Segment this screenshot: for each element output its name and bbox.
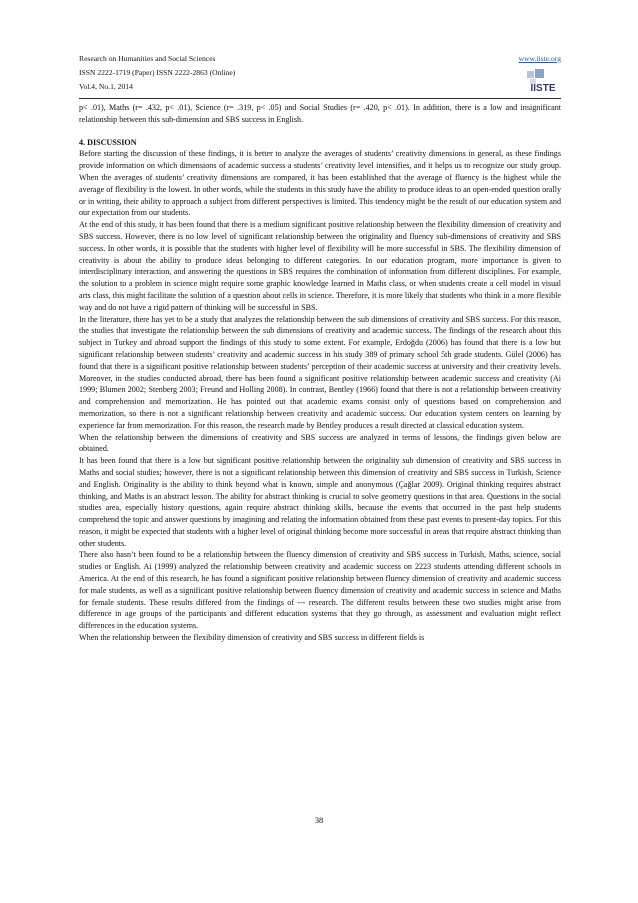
body-paragraph: It has been found that there is a low but significant positive relationship between the originality sub dimension of creativity and SBS success in Maths and social studies; however, there is not a significant relationship between this dimension of creativity and SBS success in Turkish, Science and English. Originality is the ability to think beyond what is known, simple and anonymous (Çağlar 2009). Original thinking requires abstract thinking, and Maths is an abstract lesson. The ability for abstract thinking is crucial to solve geometry questions in that area. Questions in the social studies area, especially history questions, again require abstract thinking skills, because the events that occurred in the past help students comprehend the topic and answer questions by imagining and relating the information obtained from these past events to present-day topics. For this reason, it might be expected that students with a higher level of original thinking become more successful in areas that require abstract thinking than other students. — [79, 456, 561, 548]
journal-url-link[interactable]: www.iiste.org — [518, 54, 561, 63]
body-paragraph: At the end of this study, it has been found that there is a medium significant positive relationship between the flexibility dimension of creativity and SBS success. However, there is no low level of significant relationship between the originality and fluency sub-dimensions of creativity and SBS success. In other words, it is possible that the students with higher level of flexibility will be more successful in SBS. The flexibility dimension of creativity is about the ability to produce ideas belonging to different categories. In our education program, more importance is given to interdisciplinary interaction, and answering the questions in SBS requires the combination of information from different disciplines. For example, the solution to a problem in science might require some graphic knowledge learned in Maths class, or when students create a cell model in visual arts class, this might facilitate the solution of a question about cells in science. Therefore, it is more likely that students who think in a more flexible way and do not have a rigid pattern of thinking will be successful in SBS. — [79, 220, 561, 312]
logo-text: IISTE — [530, 83, 556, 94]
issn-line: ISSN 2222-1719 (Paper) ISSN 2222-2863 (Online) — [79, 68, 236, 77]
journal-title: Research on Humanities and Social Sciences — [79, 54, 216, 63]
intro-paragraph: p< .01), Maths (r= .432, p< .01), Science (r= .319, p< .05) and Social Studies (r= .420, p< .01). In addition, there is a low and insignificant relationship between this sub-dimension and SBS success in English. — [79, 103, 561, 124]
body-paragraph: When the relationship between the dimensions of creativity and SBS success are analyzed in terms of lessons, the findings given below are obtained. — [79, 432, 561, 454]
article-body — [79, 102, 561, 644]
iiste-logo — [525, 68, 561, 94]
body-paragraph: There also hasn’t been found to be a relationship between the fluency dimension of creativity and SBS success in Turkish, Maths, science, social studies or English. Ai (1999) analyzed the relationship between creativity and academic success on 2223 students attending different schools in America. At the end of this research, he has found a significant positive relationship between fluency dimension of creativity and academic success for male students, as well as a significant positive relationship between fluency dimension of creativity and academic success in science and Maths for female students. These results differed from the findings of --- research. The different results between these two studies might arise from difference in age groups of the participants and different education systems that they go through, as assessment and evaluation might reflect differences in the education systems. — [79, 550, 561, 631]
volume-line: Vol.4, No.1, 2014 — [79, 82, 133, 91]
section-heading: 4. DISCUSSION — [79, 137, 137, 147]
header-divider — [79, 98, 561, 99]
body-paragraph: When the relationship between the flexibility dimension of creativity and SBS success in different fields is — [79, 633, 425, 643]
page-number: 38 — [314, 816, 324, 825]
body-paragraph: In the literature, there has yet to be a study that analyzes the relationship between the sub dimensions of creativity and SBS success. For this reason, the studies that investigate the relationship between the sub dimensions of creativity and academic success. The findings of the research about this subject in Turkey and abroad support the findings of this study to some extent. For example, Erdoğdu (2006) has found that there is a low but significant relationship between students’ creativity and academic success in his study 389 of primary school 5th grade students. Gülel (2006) has found that there is a significant positive relationship between students’ perception of their academic success at university and their creativity levels. Moreover, in the studies conducted abroad, there has been found a significant positive relationship between academic success and creativity (Ai 1999; Blumen 2002; Stenberg 2003; Freund and Holling 2008). In contrast, Bentley (1966) found that there is not a relationship between creativity and comprehension and memorization. He has pointed out that academic exams consist only of questions based on comprehension and memorization, so there is not a significant relationship between creativity and academic success. Our education system centers on learning by experience far from memorization. For this reason, the research made by Bentley produces a result directed at classical education system. — [79, 314, 561, 430]
page-header — [79, 52, 561, 94]
body-paragraph: Before starting the discussion of these findings, it is better to analyze the averages of students’ creativity dimensions in general, as these findings provide information on which dimensions of academic success a students’ creativity level intensifies, and it helps us to recognize our study group. When the averages of students’ creativity dimensions are compared, it has been established that the average of fluency is the highest while the average of flexibility is the lowest. In other words, while the students in this study have the ability to produce ideas to an open-ended question orally or in writing, their ability to approach a subject from different perspectives is limited. This tendency might be the result of our education system and our expectation from our students. — [79, 149, 561, 218]
